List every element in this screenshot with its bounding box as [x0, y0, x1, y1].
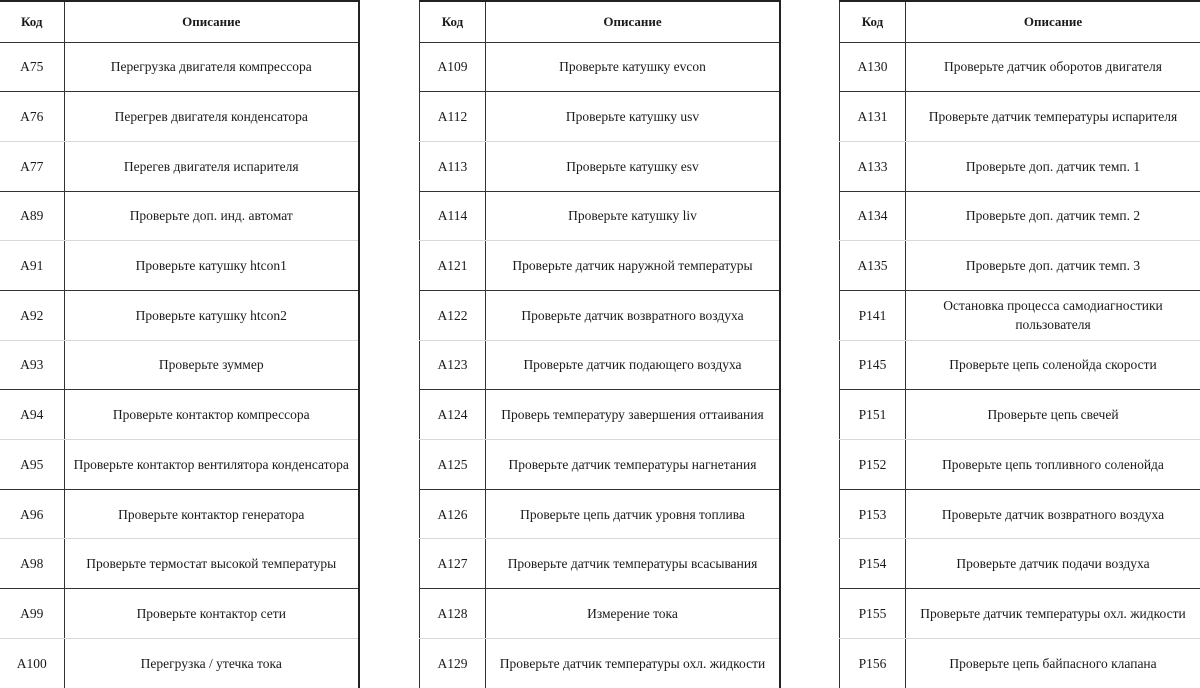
error-description-cell: Проверьте датчик температуры охл. жидкости: [906, 589, 1200, 639]
error-description-cell: Проверьте датчик возвратного воздуха: [486, 290, 781, 340]
error-description-cell: Проверьте термостат высокой температуры: [64, 539, 359, 589]
error-code-cell: A76: [0, 92, 64, 142]
error-description-cell: Проверьте катушку evcon: [486, 42, 781, 92]
table-row: [840, 340, 1200, 390]
error-code-cell: A109: [420, 42, 486, 92]
table-row: [840, 539, 1200, 589]
table-header-row: [420, 1, 781, 42]
error-description-cell: Проверьте цепь датчик уровня топлива: [486, 489, 781, 539]
table-row: [0, 390, 359, 440]
table-row: [0, 92, 359, 142]
error-description-cell: Перегрузка двигателя компрессора: [64, 42, 359, 92]
error-code-cell: A127: [420, 539, 486, 589]
error-description-cell: Проверьте контактор генератора: [64, 489, 359, 539]
error-description-cell: Проверьте контактор сети: [64, 589, 359, 639]
error-description-cell: Проверьте датчик температуры испарителя: [906, 92, 1200, 142]
table-row: [840, 92, 1200, 142]
error-code-table-3: [839, 0, 1200, 688]
header-code: Код: [840, 1, 906, 42]
error-description-cell: Проверьте доп. датчик темп. 3: [906, 241, 1200, 291]
error-code-cell: A112: [420, 92, 486, 142]
error-code-cell: A130: [840, 42, 906, 92]
error-code-cell: A122: [420, 290, 486, 340]
error-description-cell: Проверьте цепь свечей: [906, 390, 1200, 440]
table-row: [420, 191, 781, 241]
header-code: Код: [420, 1, 486, 42]
error-code-cell: P153: [840, 489, 906, 539]
error-code-table-2: [419, 0, 781, 688]
error-code-cell: A125: [420, 440, 486, 490]
error-description-cell: Проверьте доп. датчик темп. 1: [906, 141, 1200, 191]
error-description-cell: Проверьте цепь байпасного клапана: [949, 655, 1157, 671]
error-code-cell: A91: [0, 241, 64, 291]
table-row: [420, 141, 781, 191]
error-code-cell: P145: [840, 340, 906, 390]
error-code-cell: A75: [0, 42, 64, 92]
table-row: [840, 638, 1200, 688]
table-row: [0, 42, 359, 92]
table-row: [420, 390, 781, 440]
error-description-cell: Остановка процесса самодиагностики пользователя: [906, 290, 1200, 340]
error-description-cell: Проверьте катушку liv: [486, 191, 781, 241]
error-code-cell: A94: [0, 390, 64, 440]
table-row: [840, 390, 1200, 440]
header-description: Описание: [906, 1, 1200, 42]
error-description-cell: Проверьте цепь топливного соленойда: [906, 440, 1200, 490]
error-code-cell: P154: [840, 539, 906, 589]
error-code-cell: P151: [840, 390, 906, 440]
error-description-cell: Перегев двигателя испарителя: [64, 141, 359, 191]
error-description-cell: Перегрев двигателя конденсатора: [64, 92, 359, 142]
error-code-cell: A121: [420, 241, 486, 291]
error-code-cell: A98: [0, 539, 64, 589]
table-row: [0, 340, 359, 390]
error-description-cell: Проверьте доп. инд. автомат: [64, 191, 359, 241]
table-row: [420, 589, 781, 639]
table-row: [0, 191, 359, 241]
error-description-cell: Проверьте датчик температуры нагнетания: [486, 440, 781, 490]
table-row: [0, 440, 359, 490]
table-row: [420, 539, 781, 589]
table-row: [420, 42, 781, 92]
error-description-cell: Проверьте зуммер: [64, 340, 359, 390]
error-code-cell: A114: [420, 191, 486, 241]
error-code-cell: A113: [420, 141, 486, 191]
error-code-cell: P152: [840, 440, 906, 490]
error-description-cell: Проверьте цепь соленойда скорости: [906, 340, 1200, 390]
error-description-cell: Проверьте датчик оборотов двигателя: [906, 42, 1200, 92]
table-row: [840, 141, 1200, 191]
error-description-cell: Проверьте датчик температуры охл. жидкости: [499, 655, 766, 671]
error-description-cell: Проверьте катушку esv: [486, 141, 781, 191]
error-description-cell: Проверьте контактор компрессора: [64, 390, 359, 440]
table-row: [420, 92, 781, 142]
table-row: [420, 340, 781, 390]
error-description-cell: Проверьте контактор вентилятора конденсатора: [64, 440, 359, 490]
error-code-cell: A123: [420, 340, 486, 390]
table-row: [0, 290, 359, 340]
table-row: [420, 638, 781, 688]
table-header-row: [0, 1, 359, 42]
error-code-cell: A92: [0, 290, 64, 340]
error-description-cell: Проверьте датчик подачи воздуха: [906, 539, 1200, 589]
error-code-cell: A95: [0, 440, 64, 490]
error-description-cell: Проверьте датчик температуры всасывания: [486, 539, 781, 589]
error-code-cell: A128: [420, 589, 486, 639]
error-description-cell: Измерение тока: [486, 589, 781, 639]
table-row: [840, 290, 1200, 340]
table-row: [840, 589, 1200, 639]
error-code-cell: A126: [420, 489, 486, 539]
error-code-cell: P155: [840, 589, 906, 639]
header-code: Код: [0, 1, 64, 42]
table-row: [420, 489, 781, 539]
error-code-cell: A93: [0, 340, 64, 390]
error-code-cell: P141: [840, 290, 906, 340]
error-description-cell: Проверьте катушку htcon1: [64, 241, 359, 291]
table-row: [0, 638, 359, 688]
table-row: [420, 290, 781, 340]
table-row: [840, 191, 1200, 241]
error-description-cell: Проверьте датчик подающего воздуха: [486, 340, 781, 390]
table-row: [0, 539, 359, 589]
table-row: [0, 589, 359, 639]
error-code-table-1: [0, 0, 360, 688]
table-row: [0, 489, 359, 539]
table-row: [840, 489, 1200, 539]
error-description-cell: Проверьте катушку usv: [486, 92, 781, 142]
error-code-cell: A124: [420, 390, 486, 440]
error-description-cell: Проверь температуру завершения оттаивания: [486, 390, 781, 440]
table-row: [840, 241, 1200, 291]
table-row: [0, 241, 359, 291]
error-code-cell: A133: [840, 141, 906, 191]
table-row: [840, 440, 1200, 490]
error-code-cell: A89: [0, 191, 64, 241]
error-description-cell: Перегрузка / утечка тока: [140, 655, 282, 671]
header-description: Описание: [486, 1, 781, 42]
header-description: Описание: [64, 1, 359, 42]
table-row: [840, 42, 1200, 92]
error-code-cell: A131: [840, 92, 906, 142]
error-code-cell: A77: [0, 141, 64, 191]
error-code-cell: A129: [420, 638, 486, 688]
error-code-cell: A100: [0, 638, 64, 688]
error-code-cell: A99: [0, 589, 64, 639]
error-code-cell: A135: [840, 241, 906, 291]
table-row: [420, 440, 781, 490]
error-description-cell: Проверьте катушку htcon2: [64, 290, 359, 340]
table-header-row: [840, 1, 1200, 42]
error-description-cell: Проверьте доп. датчик темп. 2: [906, 191, 1200, 241]
table-row: [420, 241, 781, 291]
table-row: [0, 141, 359, 191]
error-code-cell: P156: [840, 638, 906, 688]
error-description-cell: Проверьте датчик возвратного воздуха: [906, 489, 1200, 539]
error-description-cell: Проверьте датчик наружной температуры: [486, 241, 781, 291]
error-code-cell: A134: [840, 191, 906, 241]
error-code-cell: A96: [0, 489, 64, 539]
